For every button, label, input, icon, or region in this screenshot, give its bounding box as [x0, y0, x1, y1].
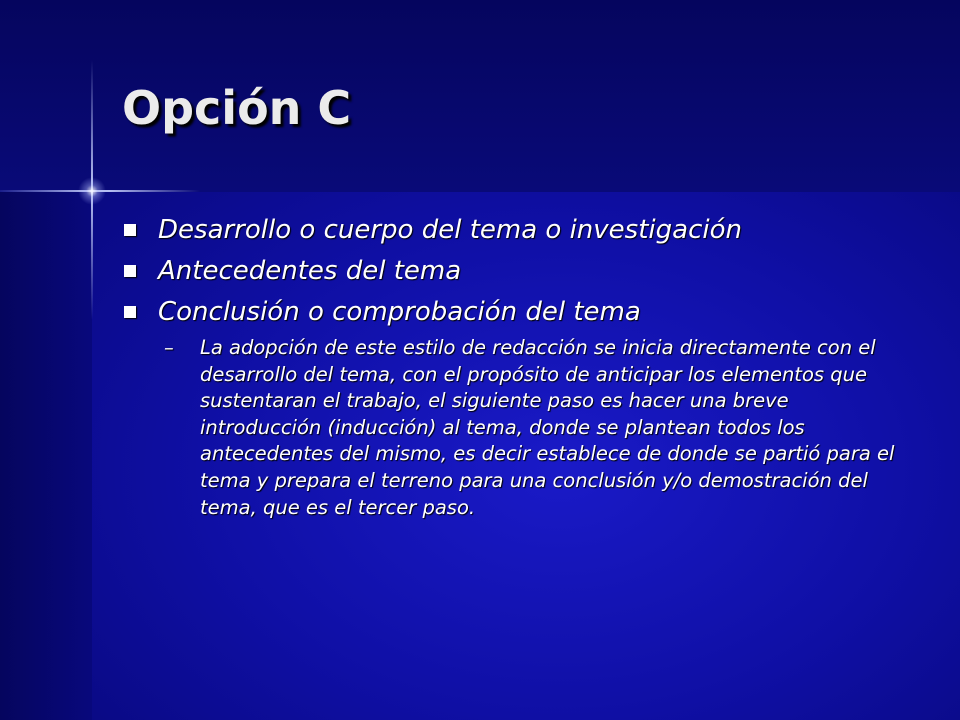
- sub-bullet-text: [200, 336, 894, 519]
- slide-title: Opción C: [122, 81, 352, 135]
- bullet-list: [122, 210, 922, 521]
- light-flare: [78, 177, 106, 205]
- sub-bullet-line: de anticipar los elementos que sustentaran el trabajo, el: [200, 362, 867, 413]
- bullet-item: [122, 292, 922, 333]
- sub-bullet-line: mismo, es decir establece de donde se partió para el tema: [200, 442, 895, 492]
- sub-bullet-line: siguiente paso es hacer una breve introducción (inducción): [200, 389, 789, 439]
- left-band: [0, 192, 92, 720]
- sub-bullet-line: directamente con el desarrollo del tema, con el propósito: [200, 336, 876, 386]
- sub-bullet: [158, 335, 910, 521]
- bullet-text: Conclusión o comprobación del tema: [158, 297, 641, 327]
- sub-bullet-line: al tema, donde se plantean todos los antecedentes del: [200, 415, 805, 466]
- square-bullet-icon: [124, 306, 136, 318]
- bullet-item: [122, 210, 922, 251]
- bullet-text: Antecedentes del tema: [158, 256, 462, 286]
- sub-bullet-line: La adopción de este estilo de redacción se inicia: [200, 336, 674, 359]
- bullet-item: [122, 251, 922, 292]
- square-bullet-icon: [124, 224, 136, 236]
- sub-bullet-line: y prepara el terreno para una conclusión y/o demostración: [256, 468, 832, 492]
- dash-bullet-marker: –: [164, 336, 174, 359]
- sub-bullet-line: del tema, que es el tercer paso.: [200, 468, 868, 519]
- bullet-text: Desarrollo o cuerpo del tema o investigación: [158, 215, 742, 245]
- square-bullet-icon: [124, 265, 136, 277]
